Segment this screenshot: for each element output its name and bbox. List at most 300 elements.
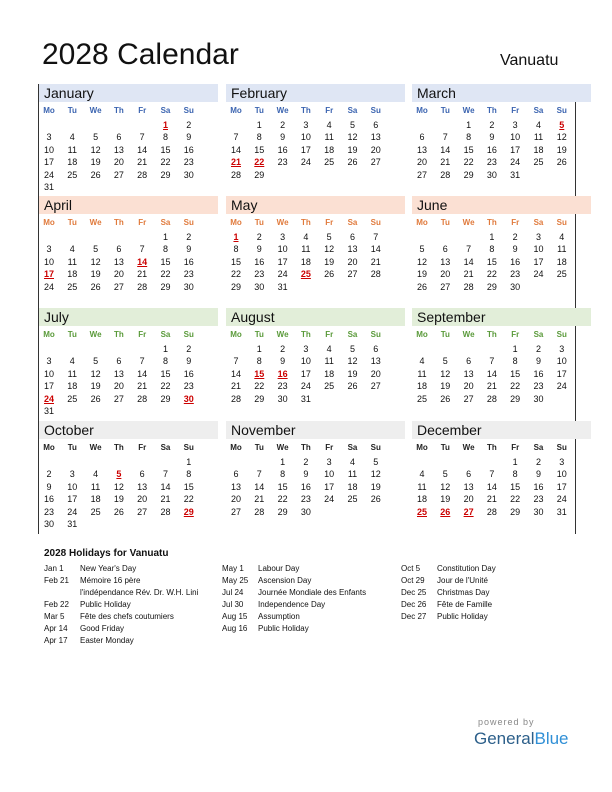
day-cell: 5 <box>326 232 332 242</box>
day-cell: 26 <box>556 157 567 168</box>
day-cell: 17 <box>43 269 54 280</box>
day-cell: 12 <box>90 368 101 379</box>
day-cell: 9 <box>186 356 192 367</box>
weekday-label: Th <box>487 218 497 227</box>
day-cell: 18 <box>67 157 78 168</box>
weekday-label: Mo <box>230 443 242 452</box>
day-cell: 13 <box>463 368 474 379</box>
weekday-label: Su <box>556 218 567 227</box>
day-cell: 13 <box>113 368 124 379</box>
day-cell: 22 <box>160 381 171 392</box>
holiday-name: l'indépendance Rév. Dr. W.H. Lini <box>80 588 199 597</box>
weekday-label: Su <box>370 106 381 115</box>
holiday-date: Dec 26 <box>401 600 427 609</box>
day-cell: 24 <box>556 494 567 505</box>
weekday-label: Fr <box>138 330 147 339</box>
day-cell: 6 <box>349 232 355 242</box>
day-cell: 20 <box>113 381 124 392</box>
weekday-label: Tu <box>440 106 450 115</box>
holiday-date: Aug 16 <box>222 624 248 633</box>
day-cell: 30 <box>533 393 544 404</box>
day-cell: 26 <box>370 494 381 505</box>
day-cell: 2 <box>280 120 286 130</box>
day-cell: 24 <box>43 169 54 180</box>
day-cell: 5 <box>349 120 355 130</box>
day-cell: 31 <box>556 506 567 517</box>
day-cell: 12 <box>370 469 381 480</box>
day-cell: 24 <box>300 157 311 168</box>
day-cell: 5 <box>373 457 379 467</box>
day-cell: 10 <box>324 469 335 480</box>
day-cell: 30 <box>486 169 497 180</box>
day-cell: 9 <box>489 132 495 143</box>
day-cell: 23 <box>533 381 544 392</box>
day-cell: 23 <box>486 157 497 168</box>
day-cell: 25 <box>67 281 78 292</box>
day-cell: 5 <box>93 132 99 143</box>
weekday-label: Tu <box>440 330 450 339</box>
holiday-date: Jul 24 <box>222 588 244 597</box>
calendar-grid <box>38 84 576 534</box>
day-cell: 17 <box>556 368 567 379</box>
holidays-title: 2028 Holidays for Vanuatu <box>44 548 169 559</box>
day-cell: 6 <box>419 132 425 143</box>
day-cell: 29 <box>254 393 265 404</box>
day-cell: 27 <box>113 169 124 180</box>
weekday-label: We <box>276 330 289 339</box>
day-cell: 14 <box>137 144 148 155</box>
day-cell: 1 <box>233 232 239 242</box>
day-cell: 2 <box>186 120 192 130</box>
day-cell: 21 <box>230 157 241 168</box>
day-cell: 7 <box>233 132 239 143</box>
day-cell: 4 <box>326 120 332 130</box>
brand-logo[interactable] <box>474 729 569 749</box>
day-cell: 18 <box>556 256 567 267</box>
day-cell: 3 <box>46 244 52 255</box>
day-cell: 7 <box>466 244 472 255</box>
day-cell: 18 <box>324 144 335 155</box>
month-header <box>39 421 218 439</box>
weekday-label: Sa <box>160 443 171 452</box>
month-header <box>226 308 405 326</box>
weekday-label: Su <box>556 106 567 115</box>
day-cell: 4 <box>326 344 332 354</box>
weekday-label: Tu <box>440 218 450 227</box>
day-cell: 18 <box>347 481 358 492</box>
day-cell: 30 <box>183 281 194 292</box>
holiday-name: Good Friday <box>80 624 125 633</box>
day-cell: 28 <box>137 169 148 180</box>
month-header <box>39 196 218 214</box>
day-cell: 22 <box>254 381 265 392</box>
day-cell: 18 <box>324 368 335 379</box>
day-cell: 2 <box>280 344 286 354</box>
day-cell: 25 <box>556 269 567 280</box>
weekday-label: We <box>89 330 102 339</box>
holiday-row <box>401 600 496 612</box>
day-cell: 18 <box>67 269 78 280</box>
day-cell: 31 <box>510 169 521 180</box>
day-cell: 7 <box>489 356 495 367</box>
day-cell: 1 <box>280 457 286 467</box>
weekday-label: Th <box>301 106 311 115</box>
weekday-label: Fr <box>511 218 520 227</box>
day-cell: 14 <box>486 481 497 492</box>
day-cell: 21 <box>230 381 241 392</box>
day-cell: 12 <box>440 481 451 492</box>
holiday-date: Dec 25 <box>401 588 427 597</box>
day-cell: 5 <box>419 244 425 255</box>
weekday-label: Tu <box>254 106 264 115</box>
day-cell: 15 <box>160 256 171 267</box>
weekday-label: Fr <box>511 443 520 452</box>
day-cell: 24 <box>277 269 288 280</box>
day-cell: 31 <box>43 406 54 416</box>
day-cell: 16 <box>43 494 54 505</box>
day-cell: 13 <box>416 144 427 155</box>
holiday-row <box>401 576 496 588</box>
weekday-label: Mo <box>43 106 55 115</box>
day-cell: 23 <box>510 269 521 280</box>
day-cell: 17 <box>533 256 544 267</box>
holiday-row <box>222 588 366 600</box>
holiday-name: Journée Mondiale des Enfants <box>258 588 367 597</box>
day-cell: 29 <box>230 281 241 292</box>
day-cell: 10 <box>510 132 521 143</box>
month-header <box>226 421 405 439</box>
day-cell: 15 <box>510 368 521 379</box>
day-cell: 28 <box>137 281 148 292</box>
weekday-label: Th <box>301 218 311 227</box>
weekday-label: Tu <box>67 330 77 339</box>
brand-part: Blue <box>534 729 569 748</box>
day-cell: 11 <box>557 244 567 255</box>
day-cell: 19 <box>556 144 567 155</box>
day-cell: 21 <box>486 381 497 392</box>
day-cell: 25 <box>90 506 101 517</box>
day-cell: 19 <box>113 494 124 505</box>
weekday-label: Mo <box>230 330 242 339</box>
holiday-date: Oct 29 <box>401 576 425 585</box>
day-cell: 10 <box>43 256 54 267</box>
day-cell: 29 <box>160 281 171 292</box>
weekday-label: Fr <box>325 330 334 339</box>
day-cell: 1 <box>256 120 262 130</box>
day-cell: 28 <box>486 393 497 404</box>
holiday-name: Jour de l'Unité <box>437 576 488 585</box>
day-cell: 3 <box>303 344 309 354</box>
day-cell: 3 <box>303 120 309 130</box>
month-header <box>412 84 591 102</box>
day-cell: 29 <box>183 506 194 517</box>
holiday-name: Constitution Day <box>437 564 496 573</box>
weekday-label: We <box>276 106 289 115</box>
day-cell: 8 <box>256 356 262 367</box>
holiday-name: Assumption <box>258 612 300 621</box>
day-cell: 23 <box>277 381 288 392</box>
day-cell: 19 <box>416 269 427 280</box>
day-cell: 24 <box>67 506 78 517</box>
weekday-label: Sa <box>160 330 171 339</box>
day-cell: 19 <box>370 481 381 492</box>
weekday-label: Fr <box>325 106 334 115</box>
day-cell: 2 <box>512 232 518 242</box>
weekday-label: Sa <box>347 330 358 339</box>
holiday-date: Aug 15 <box>222 612 248 621</box>
day-cell: 3 <box>512 120 518 130</box>
weekday-label: Tu <box>67 443 77 452</box>
month-name: July <box>44 309 69 325</box>
day-cell: 27 <box>113 393 124 404</box>
day-cell: 4 <box>419 356 425 367</box>
day-cell: 24 <box>43 281 54 292</box>
day-cell: 21 <box>137 381 148 392</box>
day-cell: 8 <box>162 356 168 367</box>
day-cell: 7 <box>139 132 145 143</box>
month-name: June <box>417 197 448 213</box>
holiday-date: Oct 5 <box>401 564 421 573</box>
day-cell: 1 <box>512 457 518 467</box>
weekday-label: Su <box>183 443 194 452</box>
day-cell: 21 <box>137 269 148 280</box>
day-cell: 27 <box>463 393 474 404</box>
weekday-label: Sa <box>347 443 358 452</box>
month-header <box>412 308 591 326</box>
weekday-label: Th <box>114 443 124 452</box>
weekday-label: Sa <box>533 106 544 115</box>
day-cell: 2 <box>186 232 192 242</box>
day-cell: 11 <box>90 481 101 492</box>
day-cell: 9 <box>535 469 541 480</box>
weekday-label: Tu <box>254 443 264 452</box>
month-name: September <box>417 309 486 325</box>
day-cell: 21 <box>370 256 381 267</box>
day-cell: 12 <box>90 256 101 267</box>
day-cell: 13 <box>230 481 241 492</box>
day-cell: 31 <box>43 182 54 192</box>
day-cell: 12 <box>440 368 451 379</box>
weekday-label: Sa <box>347 218 358 227</box>
day-cell: 5 <box>93 356 99 367</box>
holiday-date: Jan 1 <box>44 564 64 573</box>
day-cell: 15 <box>510 481 521 492</box>
day-cell: 14 <box>254 481 265 492</box>
day-cell: 11 <box>301 244 311 255</box>
day-cell: 19 <box>347 368 358 379</box>
month-header <box>39 308 218 326</box>
weekday-label: Su <box>370 443 381 452</box>
day-cell: 12 <box>113 481 124 492</box>
weekday-label: Sa <box>533 443 544 452</box>
weekday-label: Fr <box>325 443 334 452</box>
holiday-name: Independence Day <box>258 600 326 609</box>
holiday-row <box>44 588 198 600</box>
day-cell: 22 <box>486 269 497 280</box>
day-cell: 16 <box>254 256 265 267</box>
weekday-label: Fr <box>511 106 520 115</box>
day-cell: 7 <box>489 469 495 480</box>
day-cell: 24 <box>43 393 54 404</box>
day-cell: 14 <box>137 368 148 379</box>
powered-by: powered by <box>478 717 535 727</box>
day-cell: 22 <box>510 381 521 392</box>
day-cell: 1 <box>162 120 168 130</box>
day-cell: 4 <box>535 120 541 130</box>
day-cell: 23 <box>183 381 194 392</box>
weekday-label: We <box>89 218 102 227</box>
day-cell: 4 <box>303 232 309 242</box>
day-cell: 22 <box>463 157 474 168</box>
month-name: April <box>44 197 73 213</box>
day-cell: 10 <box>43 368 54 379</box>
month-block <box>412 308 591 420</box>
day-cell: 14 <box>137 256 148 267</box>
day-cell: 30 <box>533 506 544 517</box>
day-cell: 20 <box>463 381 474 392</box>
day-cell: 11 <box>67 368 77 379</box>
day-cell: 28 <box>254 506 265 517</box>
weekday-label: We <box>89 106 102 115</box>
day-cell: 6 <box>116 356 122 367</box>
day-cell: 28 <box>137 393 148 404</box>
day-cell: 8 <box>162 132 168 143</box>
weekday-label: Tu <box>254 218 264 227</box>
weekday-label: Th <box>114 330 124 339</box>
holiday-date: Mar 5 <box>44 612 65 621</box>
day-cell: 2 <box>186 344 192 354</box>
weekday-label: Sa <box>533 330 544 339</box>
holiday-name: Fête des chefs coutumiers <box>80 612 174 621</box>
month-block <box>226 421 405 533</box>
day-cell: 6 <box>233 469 239 480</box>
month-name: August <box>231 309 275 325</box>
holiday-date: May 1 <box>222 564 244 573</box>
month-name: December <box>417 422 482 438</box>
weekday-label: Mo <box>230 106 242 115</box>
day-cell: 24 <box>324 494 335 505</box>
day-cell: 12 <box>90 144 101 155</box>
day-cell: 18 <box>300 256 311 267</box>
day-cell: 23 <box>183 269 194 280</box>
day-cell: 2 <box>256 232 262 242</box>
holiday-name: Public Holiday <box>80 600 131 609</box>
day-cell: 30 <box>277 393 288 404</box>
day-cell: 27 <box>370 157 381 168</box>
day-cell: 20 <box>463 494 474 505</box>
weekday-label: We <box>462 218 475 227</box>
holiday-row <box>44 612 198 624</box>
day-cell: 27 <box>370 381 381 392</box>
day-cell: 10 <box>277 244 288 255</box>
day-cell: 20 <box>370 144 381 155</box>
day-cell: 16 <box>533 481 544 492</box>
day-cell: 21 <box>463 269 474 280</box>
day-cell: 26 <box>90 281 101 292</box>
day-cell: 25 <box>533 157 544 168</box>
day-cell: 22 <box>277 494 288 505</box>
day-cell: 17 <box>300 368 311 379</box>
day-cell: 20 <box>137 494 148 505</box>
month-header <box>412 196 591 214</box>
month-name: January <box>44 85 94 101</box>
weekday-label: Su <box>183 330 194 339</box>
day-cell: 16 <box>277 144 288 155</box>
brand-part: General <box>474 729 535 748</box>
holiday-row <box>44 576 198 588</box>
month-block <box>412 84 591 196</box>
holiday-name: Fête de Famille <box>437 600 493 609</box>
day-cell: 13 <box>137 481 148 492</box>
day-cell: 8 <box>186 469 192 480</box>
day-cell: 11 <box>417 368 427 379</box>
weekday-label: Fr <box>138 218 147 227</box>
day-cell: 10 <box>556 356 567 367</box>
holiday-row <box>401 588 496 600</box>
day-cell: 15 <box>230 256 241 267</box>
day-cell: 28 <box>440 169 451 180</box>
day-cell: 26 <box>113 506 124 517</box>
day-cell: 18 <box>90 494 101 505</box>
day-cell: 20 <box>370 368 381 379</box>
day-cell: 1 <box>256 344 262 354</box>
day-cell: 31 <box>67 519 78 529</box>
day-cell: 9 <box>186 244 192 255</box>
day-cell: 19 <box>90 269 101 280</box>
month-block <box>39 196 218 308</box>
day-cell: 26 <box>90 393 101 404</box>
day-cell: 4 <box>559 232 565 242</box>
month-block <box>39 421 218 533</box>
day-cell: 1 <box>162 344 168 354</box>
day-cell: 15 <box>254 144 265 155</box>
day-cell: 3 <box>69 469 75 480</box>
month-name: October <box>44 422 94 438</box>
holiday-name: Labour Day <box>258 564 300 573</box>
day-cell: 21 <box>137 157 148 168</box>
day-cell: 6 <box>116 132 122 143</box>
holiday-date: Feb 21 <box>44 576 69 585</box>
day-cell: 3 <box>559 457 565 467</box>
day-cell: 24 <box>510 157 521 168</box>
day-cell: 1 <box>466 120 472 130</box>
day-cell: 19 <box>324 256 335 267</box>
day-cell: 3 <box>326 457 332 467</box>
day-cell: 10 <box>556 469 567 480</box>
holiday-row <box>222 576 366 588</box>
day-cell: 14 <box>230 144 241 155</box>
day-cell: 12 <box>324 244 335 255</box>
day-cell: 11 <box>324 356 334 367</box>
country-label: Vanuatu <box>500 52 559 69</box>
day-cell: 8 <box>512 356 518 367</box>
weekday-label: Tu <box>67 218 77 227</box>
day-cell: 22 <box>230 269 241 280</box>
weekday-label: Sa <box>160 218 171 227</box>
day-cell: 14 <box>440 144 451 155</box>
day-cell: 27 <box>230 506 241 517</box>
day-cell: 14 <box>370 244 381 255</box>
day-cell: 8 <box>489 244 495 255</box>
day-cell: 19 <box>347 144 358 155</box>
day-cell: 2 <box>489 120 495 130</box>
day-cell: 27 <box>347 269 358 280</box>
day-cell: 24 <box>533 269 544 280</box>
day-cell: 4 <box>69 132 75 143</box>
holiday-column <box>401 564 496 624</box>
day-cell: 20 <box>113 157 124 168</box>
day-cell: 21 <box>440 157 451 168</box>
